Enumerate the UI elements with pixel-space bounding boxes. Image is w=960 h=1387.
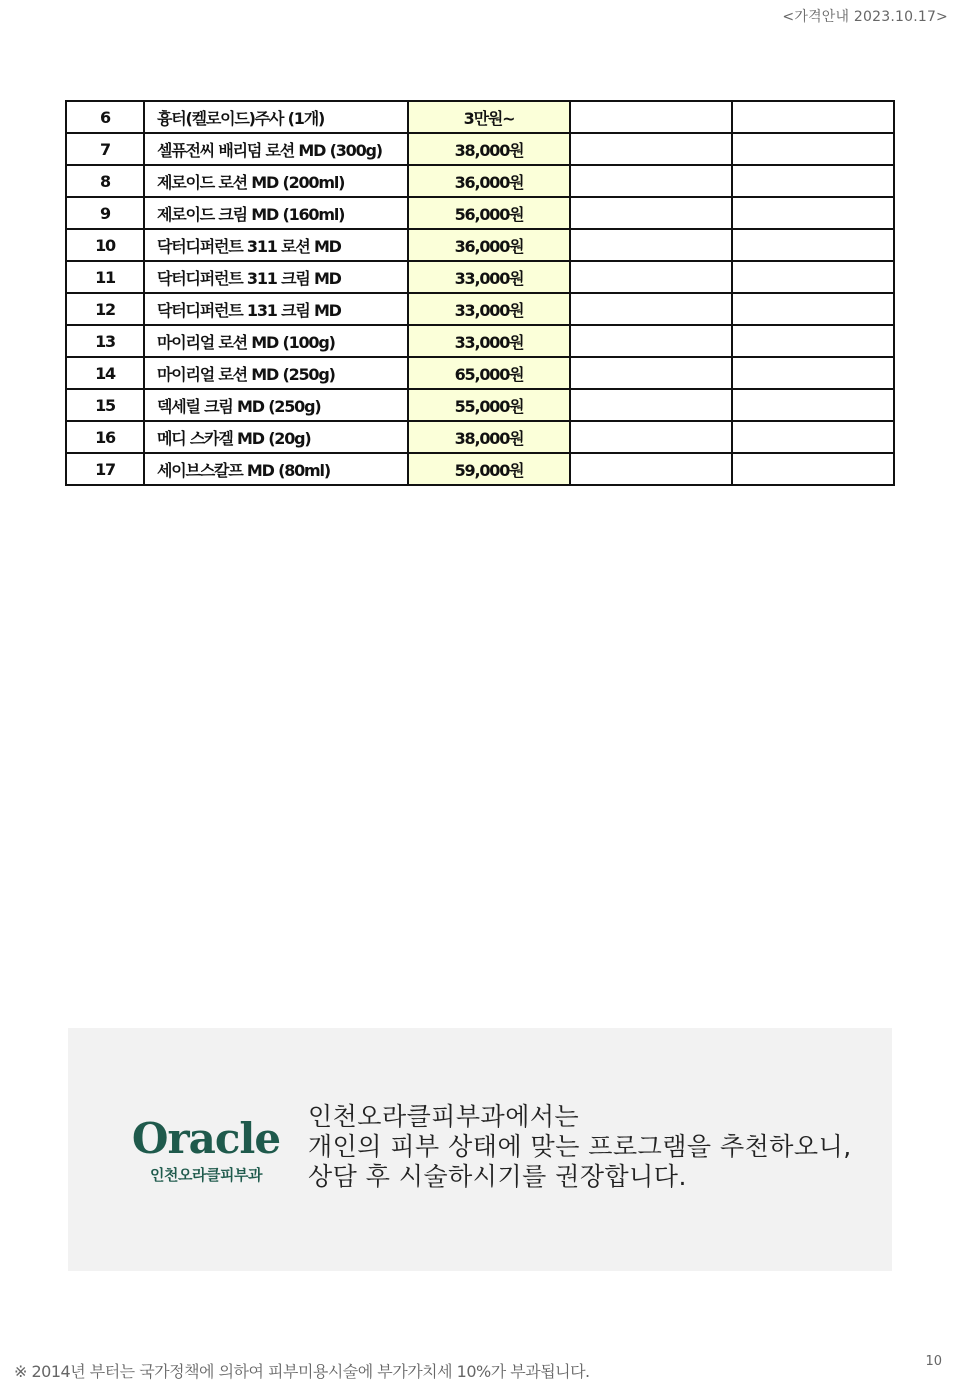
row-number: 17	[66, 453, 144, 485]
table-row	[66, 325, 894, 357]
clinic-info-panel	[68, 1028, 892, 1271]
empty-cell	[570, 357, 732, 389]
empty-cell	[570, 197, 732, 229]
empty-cell	[570, 293, 732, 325]
vat-notice: ※ 2014년 부터는 국가정책에 의하여 피부미용시술에 부가가치세 10%가 부과됩니다.	[14, 1362, 590, 1381]
empty-cell	[570, 165, 732, 197]
message-line-3: 상담 후 시술하시기를 권장합니다.	[308, 1162, 687, 1191]
product-price: 55,000원	[408, 389, 570, 421]
product-name: 셀퓨전씨 배리덤 로션 MD (300g)	[144, 133, 408, 165]
row-number: 9	[66, 197, 144, 229]
empty-cell	[732, 357, 894, 389]
product-name: 마이리얼 로션 MD (100g)	[144, 325, 408, 357]
row-number: 10	[66, 229, 144, 261]
logo-wordmark: Oracle	[131, 1114, 281, 1163]
message-line-1: 인천오라클피부과에서는	[308, 1102, 580, 1131]
product-name: 제로이드 로션 MD (200ml)	[144, 165, 408, 197]
product-price: 59,000원	[408, 453, 570, 485]
empty-cell	[732, 325, 894, 357]
row-number: 7	[66, 133, 144, 165]
logo-subtitle: 인천오라클피부과	[150, 1166, 262, 1184]
price-table-body	[66, 101, 894, 485]
empty-cell	[732, 133, 894, 165]
price-table	[65, 100, 895, 486]
table-row	[66, 357, 894, 389]
product-name: 제로이드 크림 MD (160ml)	[144, 197, 408, 229]
table-row	[66, 261, 894, 293]
table-row	[66, 101, 894, 133]
product-name: 덱세릴 크림 MD (250g)	[144, 389, 408, 421]
table-row	[66, 229, 894, 261]
product-price: 65,000원	[408, 357, 570, 389]
row-number: 13	[66, 325, 144, 357]
row-number: 16	[66, 421, 144, 453]
product-name: 닥터디퍼런트 131 크림 MD	[144, 293, 408, 325]
product-price: 38,000원	[408, 133, 570, 165]
empty-cell	[732, 453, 894, 485]
product-price: 3만원~	[408, 101, 570, 133]
product-name: 닥터디퍼런트 311 로션 MD	[144, 229, 408, 261]
empty-cell	[732, 229, 894, 261]
empty-cell	[732, 421, 894, 453]
table-row	[66, 293, 894, 325]
empty-cell	[732, 389, 894, 421]
page-number: 10	[925, 1354, 942, 1369]
product-price: 36,000원	[408, 165, 570, 197]
product-name: 메디 스카겔 MD (20g)	[144, 421, 408, 453]
row-number: 14	[66, 357, 144, 389]
row-number: 15	[66, 389, 144, 421]
empty-cell	[570, 101, 732, 133]
empty-cell	[570, 421, 732, 453]
empty-cell	[570, 229, 732, 261]
product-name: 흉터(켈로이드)주사 (1개)	[144, 101, 408, 133]
row-number: 11	[66, 261, 144, 293]
row-number: 6	[66, 101, 144, 133]
table-row	[66, 453, 894, 485]
product-price: 56,000원	[408, 197, 570, 229]
table-row	[66, 389, 894, 421]
empty-cell	[732, 261, 894, 293]
product-name: 닥터디퍼런트 311 크림 MD	[144, 261, 408, 293]
table-row	[66, 197, 894, 229]
empty-cell	[732, 101, 894, 133]
empty-cell	[732, 197, 894, 229]
empty-cell	[570, 133, 732, 165]
product-price: 33,000원	[408, 325, 570, 357]
row-number: 8	[66, 165, 144, 197]
table-row	[66, 165, 894, 197]
product-name: 마이리얼 로션 MD (250g)	[144, 357, 408, 389]
oracle-logo	[126, 1116, 286, 1185]
empty-cell	[570, 389, 732, 421]
recommendation-message	[308, 1102, 852, 1192]
row-number: 12	[66, 293, 144, 325]
empty-cell	[570, 325, 732, 357]
product-price: 33,000원	[408, 293, 570, 325]
empty-cell	[732, 293, 894, 325]
empty-cell	[570, 261, 732, 293]
price-guide-date: <가격안내 2023.10.17>	[782, 9, 948, 25]
product-price: 36,000원	[408, 229, 570, 261]
product-name: 세이브스칼프 MD (80ml)	[144, 453, 408, 485]
product-price: 33,000원	[408, 261, 570, 293]
empty-cell	[570, 453, 732, 485]
table-row	[66, 133, 894, 165]
table-row	[66, 421, 894, 453]
empty-cell	[732, 165, 894, 197]
product-price: 38,000원	[408, 421, 570, 453]
message-line-2: 개인의 피부 상태에 맞는 프로그램을 추천하오니,	[308, 1132, 852, 1161]
